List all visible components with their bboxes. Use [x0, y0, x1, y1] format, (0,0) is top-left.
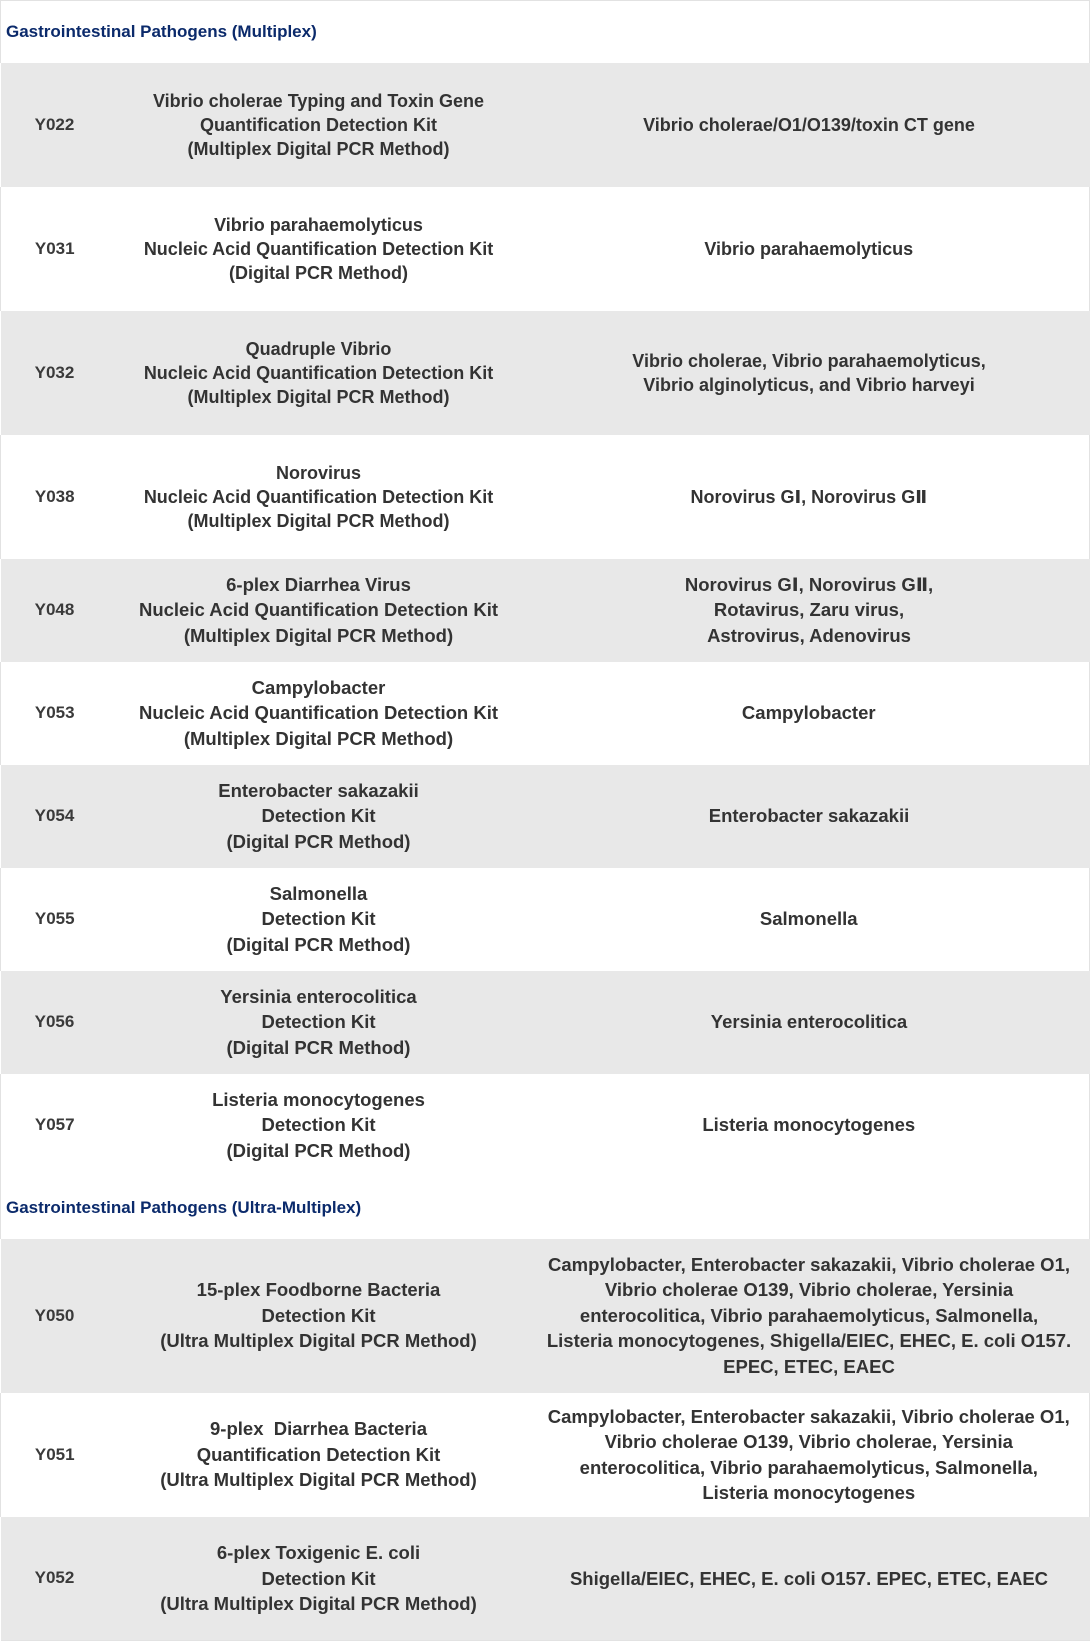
product-code: Y055 [1, 868, 109, 971]
detection-targets [529, 1074, 1090, 1177]
product-name-line: Vibrio cholerae Typing and Toxin Gene [152, 90, 485, 111]
product-code: Y056 [1, 971, 109, 1074]
product-code: Y057 [1, 1074, 109, 1177]
target-line: Norovirus GⅠ, Norovirus GⅡ [690, 486, 928, 507]
target-line: Vibrio cholerae O139, Vibrio cholerae, Yersinia [604, 1431, 1013, 1452]
product-name-line: (Multiplex Digital PCR Method) [187, 386, 450, 407]
product-name-line: Norovirus [275, 462, 362, 483]
table-row [1, 311, 1090, 435]
product-code: Y031 [1, 187, 109, 311]
detection-targets [529, 1393, 1090, 1517]
product-name [109, 435, 529, 559]
product-name [109, 971, 529, 1074]
target-line: Vibrio parahaemolyticus [704, 238, 914, 259]
product-name [109, 1239, 529, 1393]
product-code: Y050 [1, 1239, 109, 1393]
target-line: Enterobacter sakazakii [708, 805, 910, 827]
target-line: enterocolitica, Vibrio parahaemolyticus, Salmonella, [579, 1456, 1038, 1478]
product-code: Y022 [1, 63, 109, 187]
product-name-line: Detection Kit [261, 1011, 376, 1033]
product-name-line: Quadruple Vibrio [245, 338, 392, 359]
target-line: Vibrio cholerae, Vibrio parahaemolyticus, [632, 350, 986, 371]
product-code: Y053 [1, 662, 109, 765]
product-code: Y038 [1, 435, 109, 559]
target-line: Shigella/EIEC, EHEC, E. coli O157. EPEC, ETEC, EAEC [569, 1567, 1049, 1589]
product-name-line: (Digital PCR Method) [226, 1036, 411, 1058]
section-header-multiplex [1, 1, 1090, 63]
product-code: Y048 [1, 559, 109, 662]
target-line: Listeria monocytogenes [702, 1114, 916, 1136]
product-name-line: Vibrio parahaemolyticus [214, 214, 423, 235]
detection-targets [529, 1517, 1090, 1641]
target-line: Astrovirus, Adenovirus [707, 624, 911, 646]
product-name [109, 311, 529, 435]
target-line: Vibrio alginolyticus, and Vibrio harveyi [643, 374, 975, 395]
target-line: Vibrio cholerae O139, Vibrio cholerae, Yersinia [604, 1279, 1014, 1301]
detection-targets [529, 868, 1090, 971]
detection-targets [529, 559, 1090, 662]
product-name-line: Detection Kit [261, 1567, 376, 1589]
product-name-line: (Multiplex Digital PCR Method) [183, 727, 454, 749]
product-name-line: (Digital PCR Method) [226, 933, 411, 955]
detection-targets [529, 1239, 1090, 1393]
product-name-line: (Ultra Multiplex Digital PCR Method) [160, 1469, 477, 1491]
product-name-line: (Multiplex Digital PCR Method) [187, 138, 450, 159]
target-line: Listeria monocytogenes, Shigella/EIEC, EHEC, E. coli O157. [546, 1330, 1072, 1352]
target-line: Campylobacter, Enterobacter sakazakii, Vibrio cholerae O1, [548, 1253, 1070, 1275]
product-name-line: 15-plex Foodborne Bacteria [196, 1279, 441, 1301]
product-name-line: Nucleic Acid Quantification Detection Kit [138, 599, 499, 621]
product-name-line: Nucleic Acid Quantification Detection Kit [143, 362, 494, 383]
product-name [109, 765, 529, 868]
product-name-line: Detection Kit [261, 1114, 376, 1136]
table-row [1, 1517, 1090, 1641]
product-name-line: 9-plex Diarrhea Bacteria [210, 1418, 427, 1440]
product-name [109, 868, 529, 971]
target-line: Rotavirus, Zaru virus, [713, 599, 905, 621]
table-row [1, 1074, 1090, 1177]
target-line: Listeria monocytogenes [702, 1482, 916, 1503]
product-name-line: Nucleic Acid Quantification Detection Kit [138, 702, 499, 724]
product-name-line: Listeria monocytogenes [212, 1088, 425, 1110]
section-title: Gastrointestinal Pathogens (Multiplex) [1, 1, 1090, 63]
table-row [1, 868, 1090, 971]
product-name-line: Detection Kit [261, 908, 376, 930]
product-name-line: Quantification Detection Kit [196, 1443, 441, 1465]
product-code: Y054 [1, 765, 109, 868]
product-name-line: (Digital PCR Method) [229, 262, 408, 283]
table-row [1, 63, 1090, 187]
table-row [1, 1239, 1090, 1393]
product-name [109, 1393, 529, 1517]
product-name-line: (Digital PCR Method) [226, 830, 411, 852]
table-row [1, 435, 1090, 559]
product-name [109, 1074, 529, 1177]
detection-targets [529, 311, 1090, 435]
product-name-line: (Ultra Multiplex Digital PCR Method) [160, 1330, 477, 1352]
product-name-line: Detection Kit [261, 805, 376, 827]
target-line: Vibrio cholerae/O1/O139/toxin CT gene [643, 114, 975, 135]
table-row [1, 187, 1090, 311]
product-name-line: Nucleic Acid Quantification Detection Kit [143, 486, 494, 507]
product-name-line: Yersinia enterocolitica [220, 985, 417, 1007]
product-name-line: (Multiplex Digital PCR Method) [183, 624, 454, 646]
detection-targets [529, 63, 1090, 187]
target-line: Campylobacter [741, 702, 876, 724]
product-name-line: 6-plex Diarrhea Virus [226, 573, 411, 595]
product-name-line: Quantification Detection Kit [199, 114, 437, 135]
product-name [109, 187, 529, 311]
target-line: Norovirus GⅠ, Norovirus GⅡ, [684, 573, 934, 595]
product-name [109, 559, 529, 662]
product-code: Y032 [1, 311, 109, 435]
detection-targets [529, 971, 1090, 1074]
product-name-line: (Multiplex Digital PCR Method) [187, 510, 450, 531]
section-header-ultra-multiplex [1, 1177, 1090, 1239]
target-line: EPEC, ETEC, EAEC [723, 1355, 895, 1377]
target-line: Salmonella [759, 908, 858, 930]
product-name [109, 63, 529, 187]
target-line: Yersinia enterocolitica [710, 1011, 908, 1033]
section-title: Gastrointestinal Pathogens (Ultra-Multiplex) [1, 1177, 1090, 1239]
table-row [1, 662, 1090, 765]
product-name-line: (Ultra Multiplex Digital PCR Method) [160, 1593, 477, 1614]
table-row [1, 765, 1090, 868]
product-code: Y051 [1, 1393, 109, 1517]
product-name-line: (Digital PCR Method) [226, 1139, 411, 1161]
target-line: Campylobacter, Enterobacter sakazakii, Vibrio cholerae O1, [547, 1405, 1070, 1427]
product-name-line: Nucleic Acid Quantification Detection Kit [143, 238, 494, 259]
table-row [1, 1393, 1090, 1517]
product-code: Y052 [1, 1517, 109, 1641]
product-name-line: Salmonella [269, 882, 368, 904]
product-name-line: Enterobacter sakazakii [218, 779, 419, 801]
product-name [109, 1517, 529, 1641]
product-name-line: Detection Kit [261, 1304, 376, 1326]
table-row [1, 559, 1090, 662]
detection-targets [529, 187, 1090, 311]
product-name-line: 6-plex Toxigenic E. coli [216, 1542, 421, 1563]
table-row [1, 971, 1090, 1074]
detection-targets [529, 765, 1090, 868]
product-name [109, 662, 529, 765]
target-line: enterocolitica, Vibrio parahaemolyticus, Salmonella, [579, 1304, 1039, 1326]
detection-targets [529, 435, 1090, 559]
detection-targets [529, 662, 1090, 765]
product-name-line: Campylobacter [251, 676, 386, 698]
